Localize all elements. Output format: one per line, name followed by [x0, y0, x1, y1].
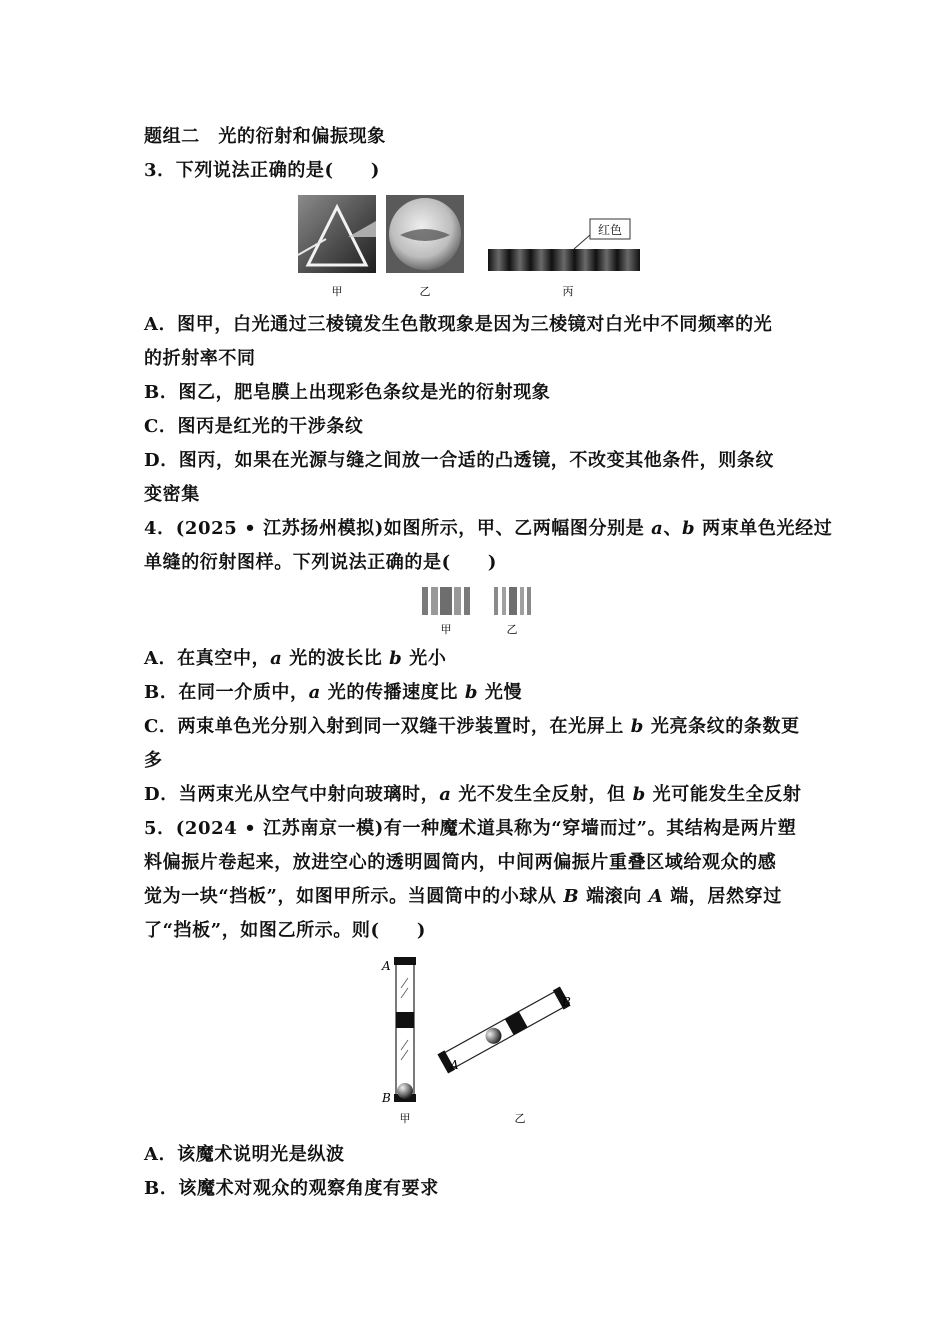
- q3-figure: [296, 193, 646, 301]
- q4-figure: [418, 585, 534, 641]
- q5-stem-line1: 5．(2024 • 江苏南京一模)有一种魔术道具称为“穿墙而过”。其结构是两片塑: [144, 818, 797, 839]
- fig-label-jia: 甲: [399, 1112, 411, 1125]
- fig-label-yi: 乙: [514, 1112, 526, 1125]
- fig-label-jia: 甲: [331, 285, 343, 298]
- soap-bubble-image: [386, 195, 464, 273]
- diffraction-pattern-yi: [494, 587, 531, 615]
- q4-stem-line2: 单缝的衍射图样。下列说法正确的是( ): [144, 552, 498, 573]
- q3-stem: 3．下列说法正确的是( ): [144, 160, 380, 181]
- q5-stem-line2: 料偏振片卷起来，放进空心的透明圆筒内，中间两偏振片重叠区域给观众的感: [144, 852, 777, 873]
- interference-fringes-image: [488, 219, 640, 271]
- fig-label-yi: 乙: [506, 623, 518, 636]
- prism-image: [298, 195, 376, 273]
- q4-option-b: B．在同一介质中，a 光的传播速度比 b 光慢: [144, 682, 523, 703]
- fig-label-bing: 丙: [562, 285, 574, 298]
- section-title: 题组二 光的衍射和偏振现象: [144, 126, 386, 147]
- q4-stem-line1: 4．(2025 • 江苏扬州模拟)如图所示，甲、乙两幅图分别是 a、b 两束单色光经过: [144, 518, 833, 539]
- fig-label-yi: 乙: [419, 285, 431, 298]
- tilted-end-a-label: A: [450, 1058, 459, 1072]
- q5-stem-line3: 觉为一块“挡板”，如图甲所示。当圆筒中的小球从 B 端滚向 A 端，居然穿过: [144, 886, 782, 907]
- q4-option-c-line2: 多: [144, 750, 163, 771]
- q3-option-b: B．图乙，肥皂膜上出现彩色条纹是光的衍射现象: [144, 382, 551, 403]
- q3-option-d-line1: D．图丙，如果在光源与缝之间放一合适的凸透镜，不改变其他条件，则条纹: [144, 450, 775, 471]
- vertical-tube: [394, 957, 416, 1102]
- q3-option-d-line2: 变密集: [144, 484, 200, 505]
- q5-figure: [370, 952, 590, 1132]
- q4-option-c-line1: C．两束单色光分别入射到同一双缝干涉装置时，在光屏上 b 光亮条纹的条数更: [144, 716, 800, 737]
- q3-option-a-line2: 的折射率不同: [144, 348, 256, 369]
- q4-option-d: D．当两束光从空气中射向玻璃时，a 光不发生全反射，但 b 光可能发生全反射: [144, 784, 802, 805]
- q5-option-b: B．该魔术对观众的观察角度有要求: [144, 1178, 439, 1199]
- tube-end-b-label: B: [382, 1091, 391, 1105]
- q4-option-a: A．在真空中，a 光的波长比 b 光小: [144, 648, 447, 669]
- red-color-label: 红色: [597, 223, 623, 237]
- tilted-end-b-label: B: [562, 995, 571, 1009]
- q5-stem-line4: 了“挡板”，如图乙所示。则( ): [144, 920, 426, 941]
- tube-end-a-label: A: [382, 959, 391, 973]
- q5-option-a: A．该魔术说明光是纵波: [144, 1144, 345, 1165]
- ball: [397, 1083, 413, 1099]
- diffraction-pattern-jia: [422, 587, 470, 615]
- q3-option-c: C．图丙是红光的干涉条纹: [144, 416, 364, 437]
- fig-label-jia: 甲: [440, 623, 452, 636]
- q3-option-a-line1: A．图甲，白光通过三棱镜发生色散现象是因为三棱镜对白光中不同频率的光: [144, 314, 773, 335]
